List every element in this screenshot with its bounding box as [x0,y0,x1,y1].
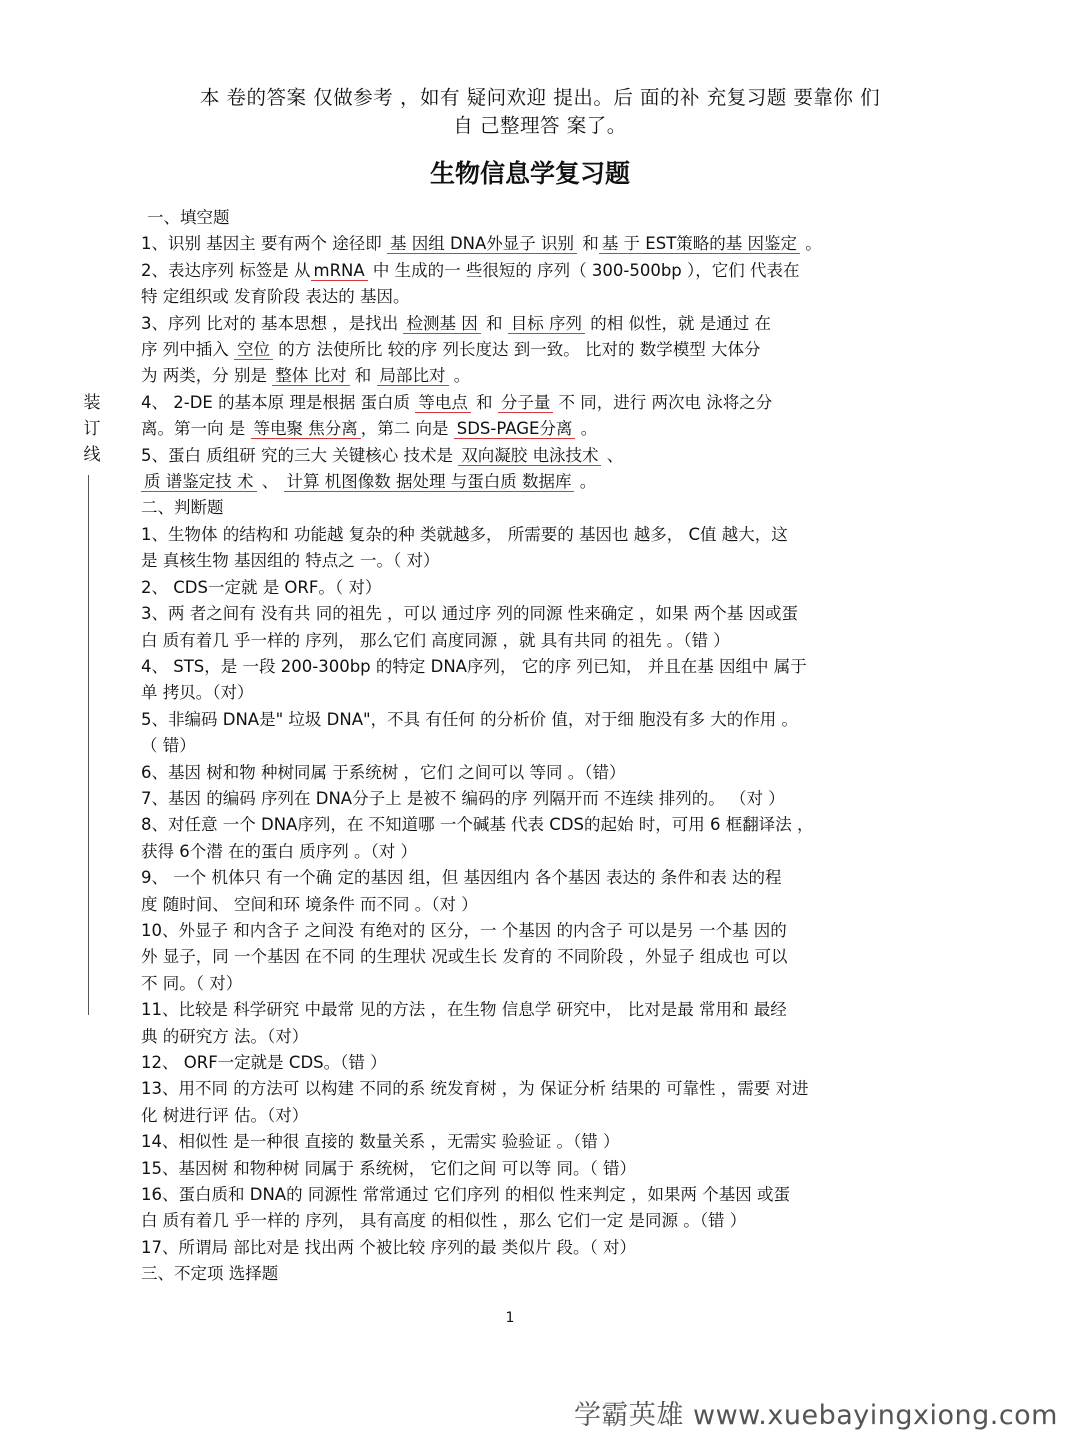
notice-line-1: 本 卷的答案 仅做参考 ，如有 疑问欢迎 提出。后 面的补 充复习题 要靠你 们 [199,86,881,109]
judge-line: 单 拷贝。（对） [141,683,254,703]
judge-line: 5、非编码 DNA是" 垃圾 DNA"，不具 有任何 的分析价 值，对于细 胞没有多 大的作用 。 [141,709,799,729]
judge-line: 14、相似性 是一种很 直接的 数量关系 ，无需实 验验证 。（错 ） [141,1132,620,1152]
judge-line: 1、生物体 的结构和 功能越 复杂的种 类就越多， 所需要的 基因也 越多， C值 越大，这 [141,524,788,544]
notice-line-2: 自 己整理答 案了。 [453,114,627,137]
answer-blank: 计算 机图像数 据处理 与蛋白质 数据库 [284,472,575,492]
answer-blank: mRNA [311,261,368,281]
judge-line: 白 质有着几 乎一样的 序列， 那么它们 高度同源 ，就 具有共同 的祖先 。（错 ） [141,630,730,650]
fill-question-3-cont: 序 列中插入 空位 的方 法使所比 较的序 列长度达 到一致。 比对的 数学模型 大体分 [141,340,761,360]
judge-line: （ 错） [141,736,196,756]
judge-line: 3、两 者之间有 没有共 同的祖先 ，可以 通过序 列的同源 性来确定 ，如果 两个基 因或蛋 [141,604,798,624]
judge-line: 15、基因树 和物种树 同属于 系统树， 它们之间 可以等 同。（ 错） [141,1158,636,1178]
binding-char-2: 订 [83,419,101,439]
judge-line: 不 同。（ 对） [141,973,243,993]
judge-line: 6、基因 树和物 种树同属 于系统树 ，它们 之间可以 等同 。（错） [141,762,626,782]
fill-question-3-cont: 为 两类，分 别是 整体 比对 和 局部比对 。 [141,366,471,386]
fill-question-2: 2、表达序列 标签是 从 mRNA 中 生成的一 些很短的 序列（ 300-500bp ），它们 代表在 [141,260,800,280]
judge-line: 白 质有着几 乎一样的 序列， 具有高度 的相似性 ，那么 它们一定 是同源 。（错 ） [141,1211,747,1231]
answer-blank: SDS-PAGE分离 [454,419,576,439]
judge-line: 12、 ORF一定就是 CDS。（错 ） [141,1053,387,1072]
answer-blank: 空位 [234,340,273,360]
judge-line: 外 显子，同 一个基因 在不同 的生理状 况或生长 发育的 不同阶段 ，外显子 组成也 可以 [141,947,788,967]
question-content [141,205,946,1288]
judge-line: 16、蛋白质和 DNA的 同源性 常常通过 它们序列 的相似 性来判定 ，如果两 个基因 或蛋 [141,1185,791,1205]
answer-blank: 基 因组 DNA外显子 识别 [387,234,577,254]
fill-question-3: 3、序列 比对的 基本思想 ，是找出 检测基 因 和 目标 序列 的相 似性，就 是通过 在 [141,313,771,333]
judge-line: 度 随时间、 空间和环 境条件 而不同 。（对 ） [141,894,478,914]
answer-blank: 质 谱鉴定技 术 [141,472,257,492]
section-heading-fill-blank: 一、填空题 [147,208,230,227]
answer-blank: 目标 序列 [508,314,585,334]
fill-question-5: 5、蛋白 质组研 究的三大 关键核心 技术是 双向凝胶 电泳技术 、 [141,445,624,465]
judge-line: 4、 STS，是 一段 200-300bp 的特定 DNA序列， 它的序 列已知， 并且在基 因组中 属于 [141,656,807,676]
judge-line: 13、用不同 的方法可 以构建 不同的系 统发育树 ，为 保证分析 结果的 可靠性 ，需要 对进 [141,1079,809,1099]
section-heading-multiple-choice: 三、不定项 选择题 [141,1264,279,1284]
judge-line: 8、对任意 一个 DNA序列，在 不知道哪 一个碱基 代表 CDS的起始 时，可用 6 框翻译法 ， [141,815,814,835]
judge-line: 17、所谓局 部比对是 找出两 个被比较 序列的最 类似片 段。（ 对） [141,1237,636,1257]
binding-char-1: 装 [83,393,101,413]
fill-question-5-cont: 质 谱鉴定技 术 、 计算 机图像数 据处理 与蛋白质 数据库 。 [141,469,946,495]
section-heading-true-false: 二、判断题 [141,498,224,518]
answer-blank: 双向凝胶 电泳技术 [458,446,601,466]
judge-line: 10、外显子 和内含子 之间没 有绝对的 区分，一 个基因 的内含子 可以是另 一个基 因的 [141,920,787,940]
answer-blank: 分子量 [498,393,554,413]
fill-question-4-cont: 离。第一向 是 等电聚 焦分离 ，第二 向是 SDS-PAGE分离 。 [141,419,598,439]
answer-blank: 整体 比对 [272,366,349,386]
judge-line: 化 树进行评 估。（对） [141,1105,309,1125]
judge-line: 典 的研究方 法。（对） [141,1026,309,1046]
judge-line: 获得 6个潜 在的蛋白 质序列 。（对 ） [141,841,417,861]
answer-blank: 检测基 因 [403,314,480,334]
fill-question-2-cont: 特 定组织或 发育阶段 表达的 基因。 [141,287,410,307]
answer-blank: 等电聚 焦分离 [251,419,361,439]
answer-blank: 局部比对 [377,366,449,386]
judge-line: 2、 CDS一定就 是 ORF。（ 对） [141,577,382,597]
fill-question-4: 4、 2-DE 的基本原 理是根据 蛋白质 等电点 和 分子量 不 同，进行 两次电 泳将之分 [141,392,773,412]
answer-blank: 等电点 [415,393,471,413]
binding-char-3: 线 [83,445,101,465]
binding-line [88,475,89,1015]
binding-label [80,390,104,468]
judge-line: 9、 一个 机体只 有一个确 定的基因 组，但 基因组内 各个基因 表达的 条件和表 达的程 [141,868,782,888]
judge-line: 7、基因 的编码 序列在 DNA分子上 是被不 编码的序 列隔开而 不连续 排列的。 （对 ） [141,788,785,808]
answer-notice [120,84,960,140]
page-title: 生物信息学复习题 [429,159,630,188]
page-number: 1 [505,1310,515,1326]
answer-blank: 基 于 EST策略的基 因鉴定 [599,234,800,254]
judge-line: 是 真核生物 基因组的 特点之 一。（ 对） [141,551,440,571]
site-watermark: 学霸英雄 www.xuebayingxiong.com [573,1400,1058,1431]
fill-question-1: 1、识别 基因主 要有两个 途径即 基 因组 DNA外显子 识别 和 基 于 EST策略的基 因鉴定 。 [141,234,822,254]
judge-line: 11、比较是 科学研究 中最常 见的方法 ，在生物 信息学 研究中， 比对是最 常用和 最经 [141,1000,787,1020]
